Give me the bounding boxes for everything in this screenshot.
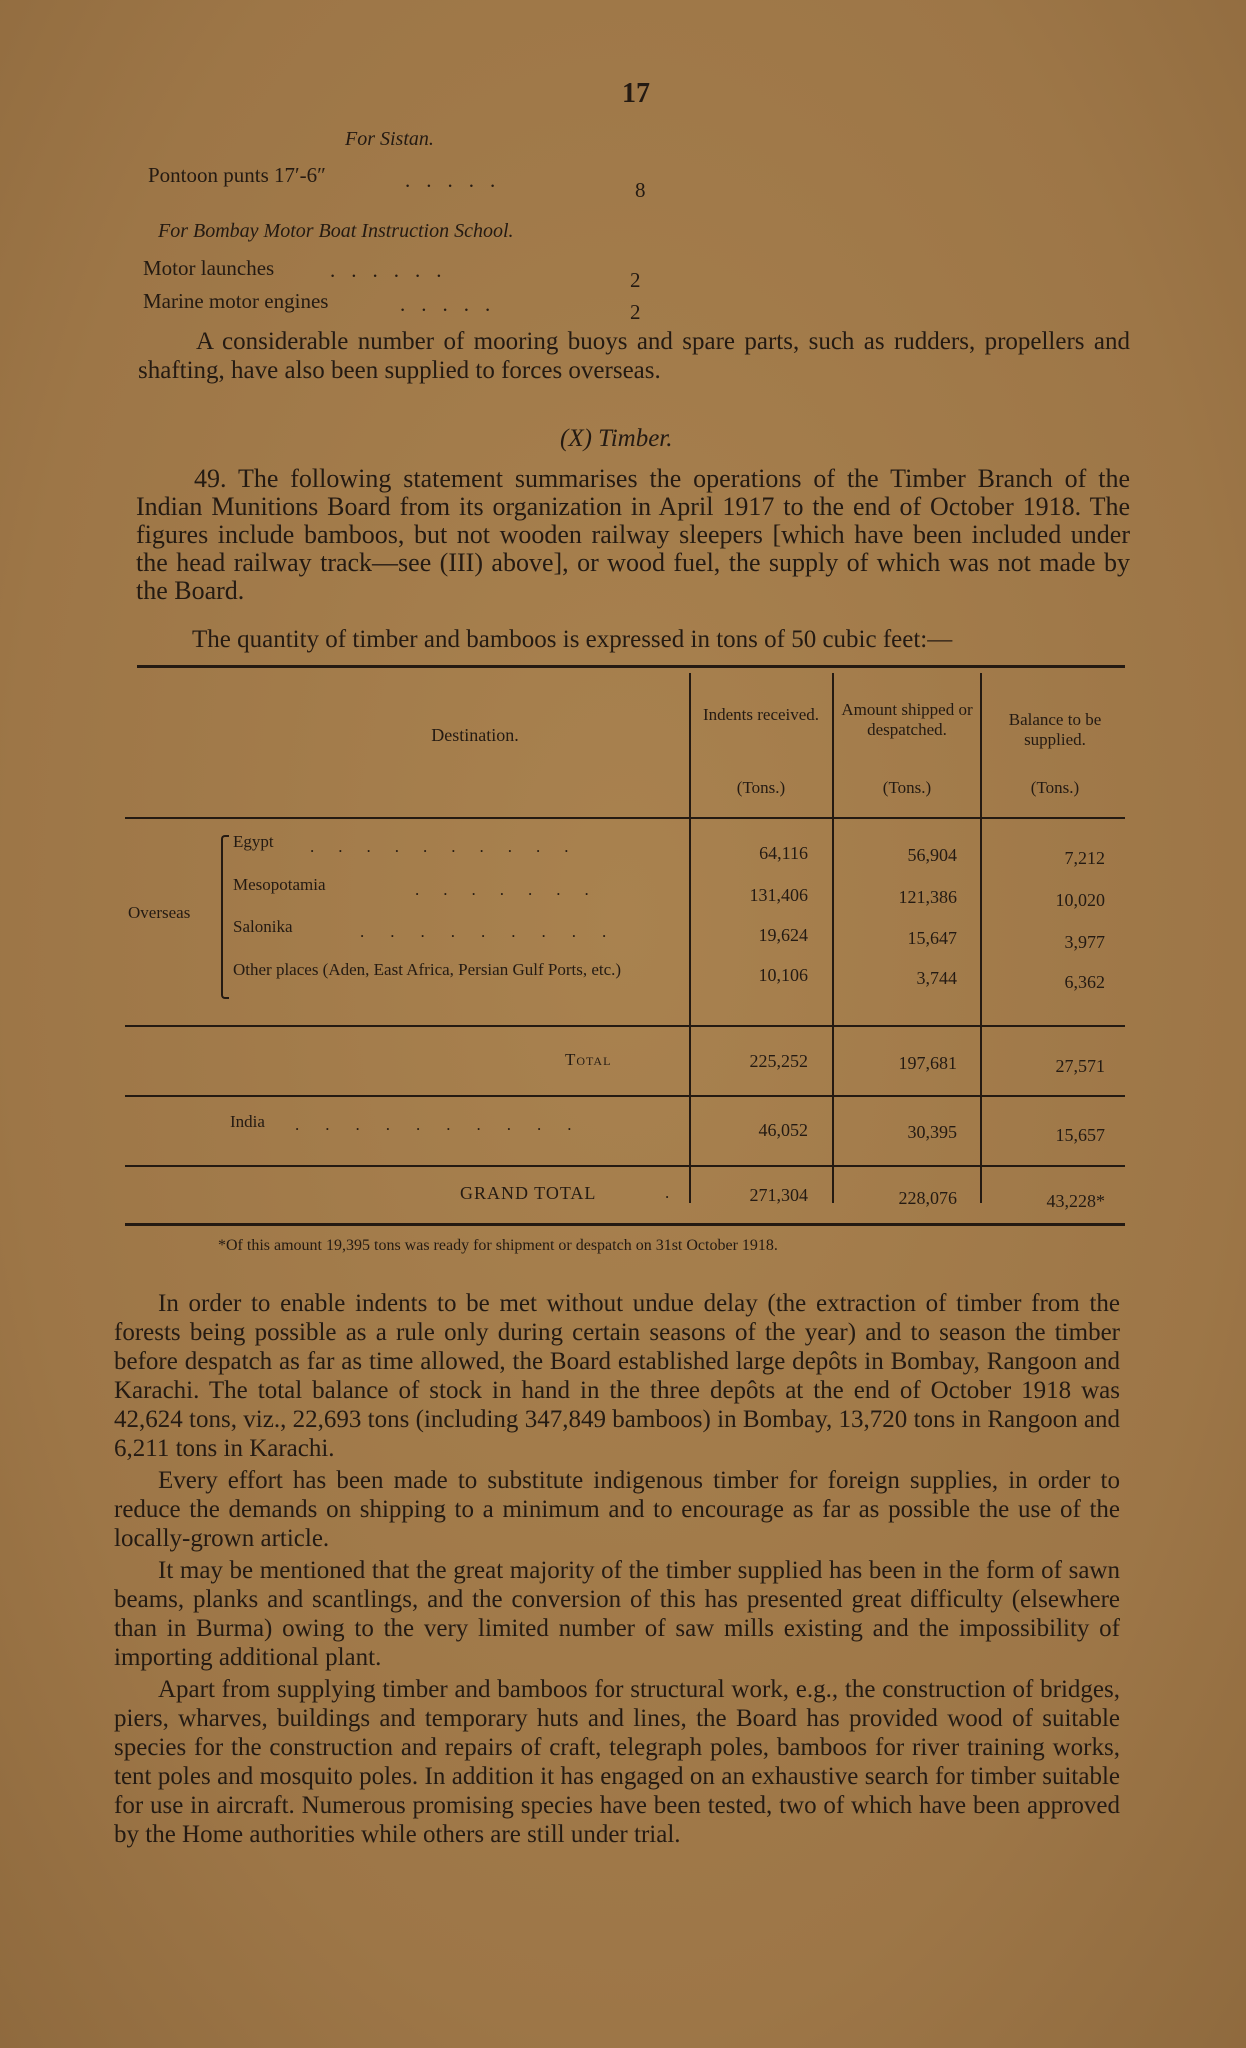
marine-engines-label: Marine motor engines — [143, 289, 329, 313]
table-bottom-rule — [125, 1223, 1125, 1226]
row-salonika-balance: 3,977 — [1064, 932, 1105, 952]
total-shipped: 197,681 — [898, 1053, 957, 1073]
timber-table — [125, 665, 1125, 1225]
row-other-shipped: 3,744 — [916, 968, 957, 988]
row-salonika-place: Salonika — [233, 917, 293, 936]
header-shipped: Amount shipped or despatched. — [841, 700, 973, 739]
leader-dots: ..... — [405, 168, 512, 192]
paragraph-depots: In order to enable indents to be met without undue delay (the extraction of timber from the forests being possible as a rule only during certain seasons of the year) and to season the timber before despatch as far as time allowed, the Board established large depôts in Bombay, Rangoon and Karachi. The total balance of stock in hand in the three depôts at the end of October 1918 was 42,624 tons, viz., 22,693 tons (including 347,849 bamboos) in Bombay, 13,720 tons in Rangoon and 6,211 tons in Karachi. — [114, 1290, 1120, 1462]
col-divider — [689, 673, 691, 1203]
header-indents: Indents received. — [702, 705, 820, 724]
leader-dots: .......... — [310, 837, 593, 856]
row-mesopotamia-place: Mesopotamia — [233, 875, 326, 894]
total-label: Total — [565, 1050, 612, 1069]
unit-label: (Tons.) — [882, 778, 932, 797]
bombay-heading: For Bombay Motor Boat Instruction School. — [158, 220, 514, 242]
col-divider — [832, 673, 834, 1203]
leader-dots: ......... — [360, 922, 633, 941]
grand-total-label: GRAND TOTAL — [460, 1183, 597, 1203]
row-mesopotamia-shipped: 121,386 — [898, 887, 957, 907]
row-egypt-balance: 7,212 — [1064, 848, 1105, 868]
rule-above-grand-total — [125, 1165, 1125, 1167]
row-salonika-shipped: 15,647 — [907, 928, 957, 948]
page-number: 17 — [622, 78, 650, 109]
unit-label: (Tons.) — [736, 778, 786, 797]
india-balance: 15,657 — [1055, 1125, 1105, 1145]
row-egypt-indents: 64,116 — [759, 843, 808, 863]
spares-paragraph: A considerable number of mooring buoys and spare parts, such as rudders, propellers and shafting, have also been supplied to forces overseas. — [138, 328, 1130, 384]
leader-dot: . — [665, 1183, 670, 1202]
section-heading: (X) Timber. — [560, 425, 673, 452]
india-label: India — [230, 1112, 265, 1131]
col-divider — [980, 673, 982, 1203]
header-balance: Balance to be supplied. — [1008, 710, 1102, 749]
india-indents: 46,052 — [758, 1120, 808, 1140]
body-text — [114, 1289, 1120, 1849]
paragraph-sawn-beams: It may be mentioned that the great majority of the timber supplied has been in the form of sawn beams, planks and scantlings, and the conversion of this has presented great difficulty (elsewhere than in Burma) owing to the very limited number of saw mills existing and the impossibility of importing additional plant. — [114, 1557, 1120, 1671]
row-mesopotamia-indents: 131,406 — [749, 885, 808, 905]
leader-dots: ...... — [330, 258, 458, 282]
total-balance: 27,571 — [1055, 1056, 1105, 1076]
row-mesopotamia-balance: 10,020 — [1055, 890, 1105, 910]
motor-launches-label: Motor launches — [143, 256, 275, 280]
unit-label: (Tons.) — [1030, 778, 1080, 797]
row-other-balance: 6,362 — [1064, 972, 1105, 992]
leader-dots: ..... — [400, 292, 507, 316]
marine-engines-value: 2 — [630, 300, 641, 324]
sistan-heading: For Sistan. — [345, 128, 434, 150]
rule-above-total — [125, 1025, 1125, 1027]
table-footnote: *Of this amount 19,395 tons was ready for shipment or despatch on 31st October 1918. — [218, 1237, 778, 1254]
india-shipped: 30,395 — [907, 1122, 957, 1142]
grand-total-balance: 43,228* — [1046, 1191, 1105, 1211]
intro-paragraph: 49. The following statement summarises the operations of the Timber Branch of the Indian Munitions Board from its organization in April 1917 to the end of October 1918. The figures include bamboos, but not wooden railway sleepers [which have been included under the head railway track—see (III) above], or wood fuel, the supply of which was not made by the Board. — [136, 464, 1130, 605]
grand-total-indents: 271,304 — [749, 1185, 808, 1205]
grand-total-shipped: 228,076 — [898, 1188, 957, 1208]
paragraph-structural: Apart from supplying timber and bamboos for structural work, e.g., the construction of bridges, piers, wharves, buildings and temporary huts and lines, the Board has provided wood of suitable species for the construction and repairs of craft, telegraph poles, bamboos for river training works, tent poles and mosquito poles. In addition it has engaged on an exhaustive search for timber suitable for use in aircraft. Numerous promising species have been tested, two of which have been approved by the Home authorities while others are still under trial. — [114, 1676, 1120, 1848]
header-destination: Destination. — [431, 725, 519, 745]
overseas-bracket — [221, 835, 229, 999]
header-rule — [125, 817, 1125, 819]
overseas-label: Overseas — [128, 903, 191, 922]
table-top-rule — [137, 665, 1125, 668]
row-salonika-indents: 19,624 — [758, 925, 808, 945]
row-other-indents: 10,106 — [758, 965, 808, 985]
paragraph-indigenous: Every effort has been made to substitute indigenous timber for foreign supplies, in order to reduce the demands on shipping to a minimum and to encourage as far as possible the use of the locally-grown article. — [114, 1467, 1120, 1552]
row-egypt-shipped: 56,904 — [907, 845, 957, 865]
pontoon-punts-value: 8 — [635, 178, 646, 202]
row-egypt-place: Egypt — [233, 832, 274, 851]
row-other-place: Other places (Aden, East Africa, Persian Gulf Ports, etc.) — [233, 960, 622, 979]
total-indents: 225,252 — [749, 1051, 808, 1071]
leader-dots: ....... — [415, 880, 613, 899]
motor-launches-value: 2 — [630, 268, 641, 292]
rule-above-india — [125, 1095, 1125, 1097]
pontoon-punts-label: Pontoon punts 17′-6″ — [148, 163, 326, 187]
quantity-line: The quantity of timber and bamboos is expressed in tons of 50 cubic feet:— — [192, 626, 953, 653]
leader-dots: .......... — [295, 1115, 598, 1134]
